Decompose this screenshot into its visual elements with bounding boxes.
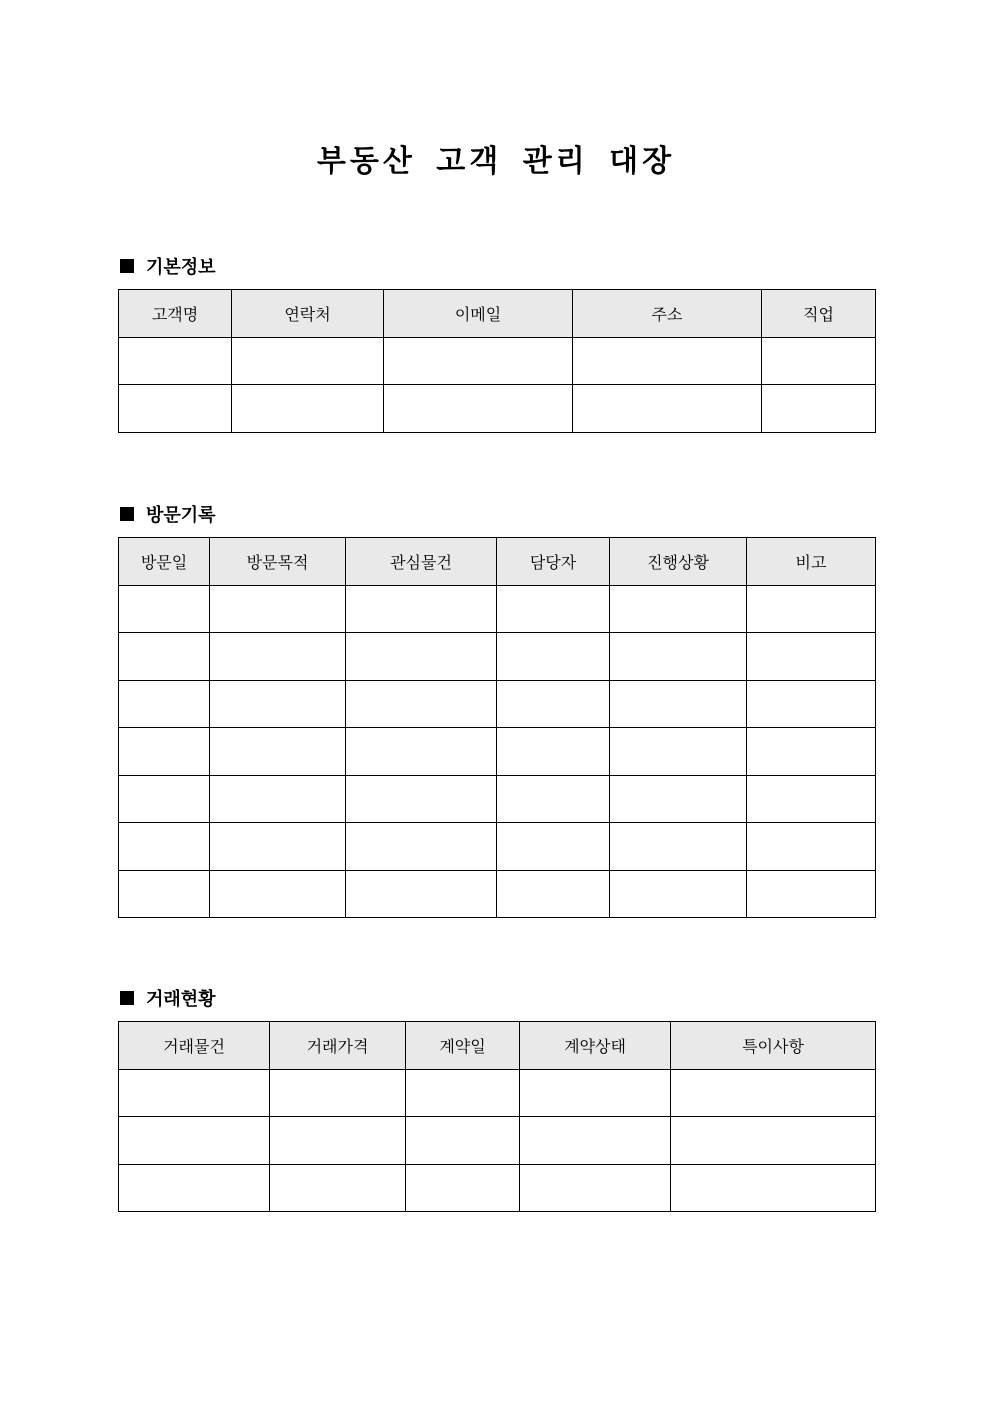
table-cell[interactable] bbox=[406, 1069, 520, 1117]
table-cell[interactable] bbox=[119, 728, 210, 776]
table-cell[interactable] bbox=[210, 680, 346, 728]
table-cell[interactable] bbox=[346, 585, 497, 633]
table-cell[interactable] bbox=[119, 1117, 270, 1165]
table-row bbox=[119, 337, 876, 385]
table-cell[interactable] bbox=[497, 680, 610, 728]
table-header-row bbox=[119, 538, 876, 586]
table-cell[interactable] bbox=[210, 823, 346, 871]
table-cell[interactable] bbox=[497, 585, 610, 633]
table-row bbox=[119, 823, 876, 871]
table-cell[interactable] bbox=[119, 1164, 270, 1212]
table-cell[interactable] bbox=[762, 337, 876, 385]
section-heading-label: 방문기록 bbox=[146, 505, 216, 526]
column-header-special-notes: 특이사항 bbox=[671, 1022, 876, 1070]
table-cell[interactable] bbox=[270, 1117, 406, 1165]
square-bullet-icon bbox=[120, 991, 134, 1005]
section-heading-label: 거래현황 bbox=[146, 989, 216, 1010]
table-cell[interactable] bbox=[119, 680, 210, 728]
table-cell[interactable] bbox=[406, 1164, 520, 1212]
table-cell[interactable] bbox=[610, 775, 747, 823]
section-heading-deals bbox=[118, 985, 216, 1011]
table-cell[interactable] bbox=[346, 728, 497, 776]
table-cell[interactable] bbox=[384, 337, 573, 385]
table-cell[interactable] bbox=[497, 775, 610, 823]
table-row bbox=[119, 585, 876, 633]
table-cell[interactable] bbox=[270, 1069, 406, 1117]
table-cell[interactable] bbox=[747, 870, 876, 918]
column-header-contact: 연락처 bbox=[232, 290, 384, 338]
table-cell[interactable] bbox=[610, 585, 747, 633]
table-cell[interactable] bbox=[762, 385, 876, 433]
square-bullet-icon bbox=[120, 259, 134, 273]
section-heading-visits bbox=[118, 501, 216, 527]
column-header-occupation: 직업 bbox=[762, 290, 876, 338]
table-cell[interactable] bbox=[671, 1069, 876, 1117]
table-cell[interactable] bbox=[346, 775, 497, 823]
section-heading-basic bbox=[118, 253, 216, 279]
table-row bbox=[119, 775, 876, 823]
table-cell[interactable] bbox=[119, 337, 232, 385]
table-cell[interactable] bbox=[210, 633, 346, 681]
table-cell[interactable] bbox=[671, 1164, 876, 1212]
table-cell[interactable] bbox=[119, 775, 210, 823]
column-header-contract-status: 계약상태 bbox=[520, 1022, 671, 1070]
table-cell[interactable] bbox=[119, 385, 232, 433]
table-cell[interactable] bbox=[671, 1117, 876, 1165]
table-cell[interactable] bbox=[232, 337, 384, 385]
square-bullet-icon bbox=[120, 507, 134, 521]
table-cell[interactable] bbox=[520, 1069, 671, 1117]
section-heading-label: 기본정보 bbox=[146, 257, 216, 278]
table-cell[interactable] bbox=[747, 775, 876, 823]
table-row bbox=[119, 870, 876, 918]
table-cell[interactable] bbox=[573, 337, 762, 385]
table-cell[interactable] bbox=[119, 823, 210, 871]
table-cell[interactable] bbox=[346, 680, 497, 728]
table-row bbox=[119, 728, 876, 776]
table-cell[interactable] bbox=[346, 633, 497, 681]
table-cell[interactable] bbox=[747, 728, 876, 776]
table-cell[interactable] bbox=[384, 385, 573, 433]
table-header-row bbox=[119, 1022, 876, 1070]
table-cell[interactable] bbox=[520, 1117, 671, 1165]
table-row bbox=[119, 1117, 876, 1165]
table-cell[interactable] bbox=[497, 728, 610, 776]
table-cell[interactable] bbox=[610, 680, 747, 728]
table-cell[interactable] bbox=[232, 385, 384, 433]
table-cell[interactable] bbox=[520, 1164, 671, 1212]
table-row bbox=[119, 1069, 876, 1117]
table-cell[interactable] bbox=[119, 633, 210, 681]
table-cell[interactable] bbox=[610, 633, 747, 681]
table-row bbox=[119, 1164, 876, 1212]
table-cell[interactable] bbox=[406, 1117, 520, 1165]
table-cell[interactable] bbox=[210, 585, 346, 633]
column-header-deal-property: 거래물건 bbox=[119, 1022, 270, 1070]
table-header-row bbox=[119, 290, 876, 338]
table-cell[interactable] bbox=[497, 823, 610, 871]
table-cell[interactable] bbox=[346, 823, 497, 871]
table-row bbox=[119, 680, 876, 728]
table-cell[interactable] bbox=[497, 633, 610, 681]
table-cell[interactable] bbox=[610, 870, 747, 918]
column-header-progress: 진행상황 bbox=[610, 538, 747, 586]
column-header-visit-purpose: 방문목적 bbox=[210, 538, 346, 586]
deal-status-table bbox=[118, 1021, 876, 1212]
column-header-visit-date: 방문일 bbox=[119, 538, 210, 586]
table-cell[interactable] bbox=[210, 728, 346, 776]
table-cell[interactable] bbox=[210, 870, 346, 918]
column-header-deal-price: 거래가격 bbox=[270, 1022, 406, 1070]
table-cell[interactable] bbox=[610, 728, 747, 776]
table-cell[interactable] bbox=[497, 870, 610, 918]
visit-record-table bbox=[118, 537, 876, 918]
table-row bbox=[119, 633, 876, 681]
table-cell[interactable] bbox=[610, 823, 747, 871]
table-cell[interactable] bbox=[747, 680, 876, 728]
table-cell[interactable] bbox=[747, 823, 876, 871]
column-header-email: 이메일 bbox=[384, 290, 573, 338]
column-header-property-of-interest: 관심물건 bbox=[346, 538, 497, 586]
column-header-contract-date: 계약일 bbox=[406, 1022, 520, 1070]
table-cell[interactable] bbox=[210, 775, 346, 823]
column-header-agent: 담당자 bbox=[497, 538, 610, 586]
table-cell[interactable] bbox=[346, 870, 497, 918]
table-cell[interactable] bbox=[119, 585, 210, 633]
column-header-remarks: 비고 bbox=[747, 538, 876, 586]
column-header-customer-name: 고객명 bbox=[119, 290, 232, 338]
table-cell[interactable] bbox=[119, 1069, 270, 1117]
table-cell[interactable] bbox=[747, 585, 876, 633]
column-header-address: 주소 bbox=[573, 290, 762, 338]
table-cell[interactable] bbox=[270, 1164, 406, 1212]
page-title: 부동산 고객 관리 대장 bbox=[316, 144, 676, 179]
table-cell[interactable] bbox=[747, 633, 876, 681]
table-row bbox=[119, 385, 876, 433]
basic-info-table bbox=[118, 289, 876, 433]
table-cell[interactable] bbox=[119, 870, 210, 918]
table-cell[interactable] bbox=[573, 385, 762, 433]
